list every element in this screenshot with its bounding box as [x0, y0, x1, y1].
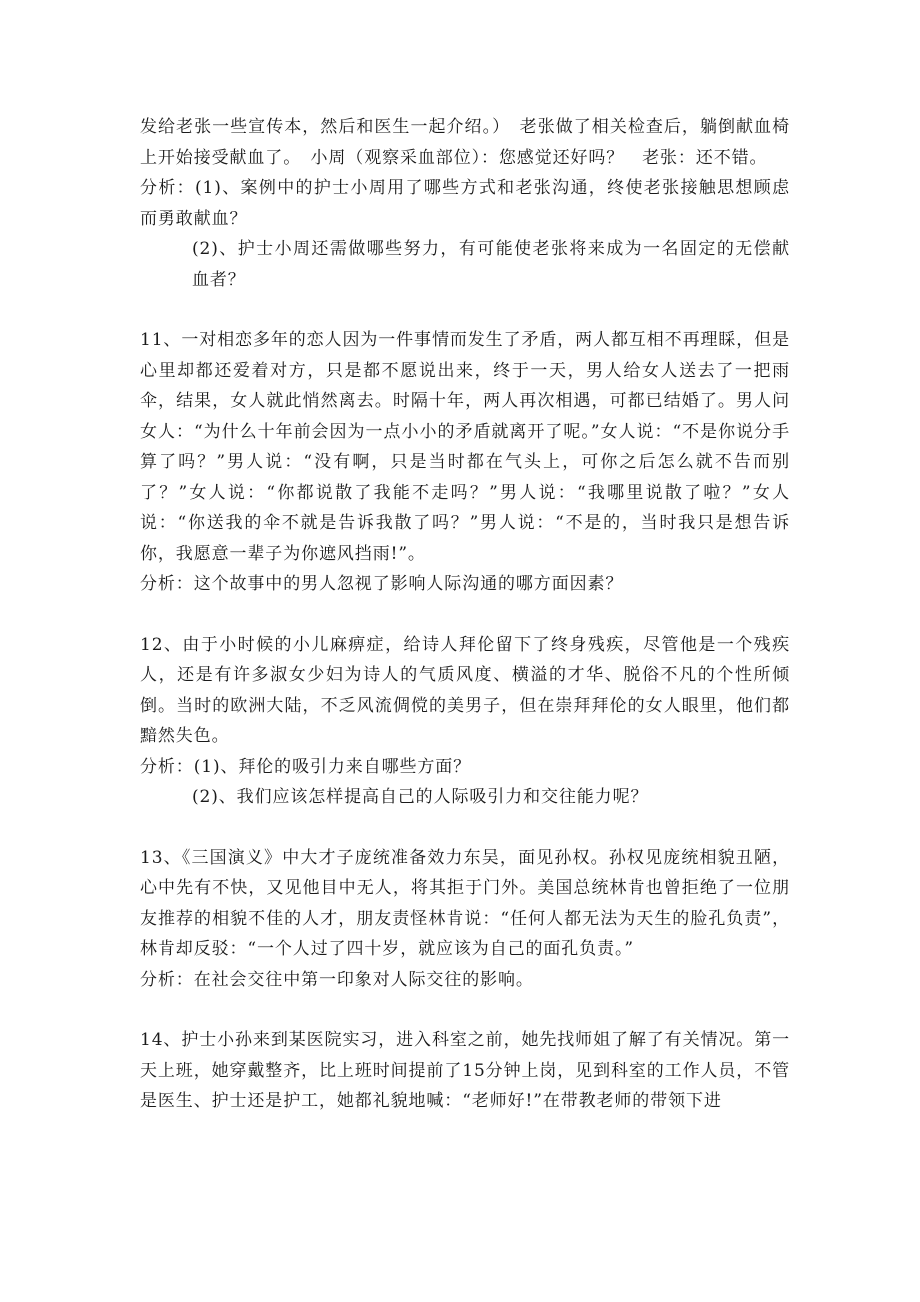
- case14-story: 14、护士小孙来到某医院实习，进入科室之前，她先找师姐了解了有关情况。第一天上班，她穿戴整齐，比上班时间提前了15分钟上岗，见到科室的工作人员，不管是医生、护士还是护工，她都礼貌地喊：“老师好!”在带教老师的带领下进: [140, 1030, 790, 1111]
- case12-analysis-question-1: 分析：(1)、拜伦的吸引力来自哪些方面？: [140, 756, 472, 777]
- case11-analysis-question: 分析：这个故事中的男人忽视了影响人际沟通的哪方面因素？: [140, 574, 624, 594]
- case13-story: 13、《三国演义》中大才子庞统准备效力东吴，面见孙权。孙权见庞统相貌丑陋，心中先有不快，又见他目中无人，将其拒于门外。美国总统林肯也曾拒绝了一位朋友推荐的相貌不佳的人才，朋友责怪林肯说：“任何人都无法为天生的脸孔负责”，林肯却反驳：“一个人过了四十岁，就应该为自己的面孔负责。”: [140, 847, 790, 959]
- document-body: [140, 112, 790, 1117]
- case10-analysis-question-1: 分析：(1)、案例中的护士小周用了哪些方式和老张沟通，终使老张接触思想顾虑而勇敢献血？: [140, 178, 790, 229]
- case12-analysis-question-2: (2)、我们应该怎样提高自己的人际吸引力和交往能力呢？: [192, 787, 649, 807]
- case13-analysis: 分析：在社会交往中第一印象对人际交往的影响。: [140, 969, 534, 990]
- case11-story: 11、一对相恋多年的恋人因为一件事情而发生了矛盾，两人都互相不再理睬，但是心里却都还爱着对方，只是都不愿说出来，终于一天，男人给女人送去了一把雨伞，结果，女人就此悄然离去。时隔十年，两人再次相遇，可都已结婚了。男人问女人：“为什么十年前会因为一点小小的矛盾就离开了呢。”女人说：“不是你说分手算了吗？”男人说：“没有啊，只是当时都在气头上，可你之后怎么就不告而别了？”女人说：“你都说散了我能不走吗？”男人说：“我哪里说散了啦？”女人说：“你送我的伞不就是告诉我散了吗？”男人说：“不是的，当时我只是想告诉你，我愿意一辈子为你遮风挡雨!”。: [140, 330, 790, 564]
- case10-analysis-question-2: (2)、护士小周还需做哪些努力，有可能使老张将来成为一名固定的无偿献血者？: [192, 239, 790, 290]
- case12-story: 12、由于小时候的小儿麻痹症，给诗人拜伦留下了终身残疾，尽管他是一个残疾人，还是有许多淑女少妇为诗人的气质风度、横溢的才华、脱俗不凡的个性所倾倒。当时的欧洲大陆，不乏风流倜傥的美男子，但在崇拜拜伦的女人眼里，他们都黯然失色。: [140, 634, 790, 746]
- case10-dialogue: 发给老张一些宣传本，然后和医生一起介绍。） 老张做了相关检查后，躺倒献血椅上开始接受献血了。 小周（观察采血部位）：您感觉还好吗？ 老张：还不错。: [140, 117, 790, 168]
